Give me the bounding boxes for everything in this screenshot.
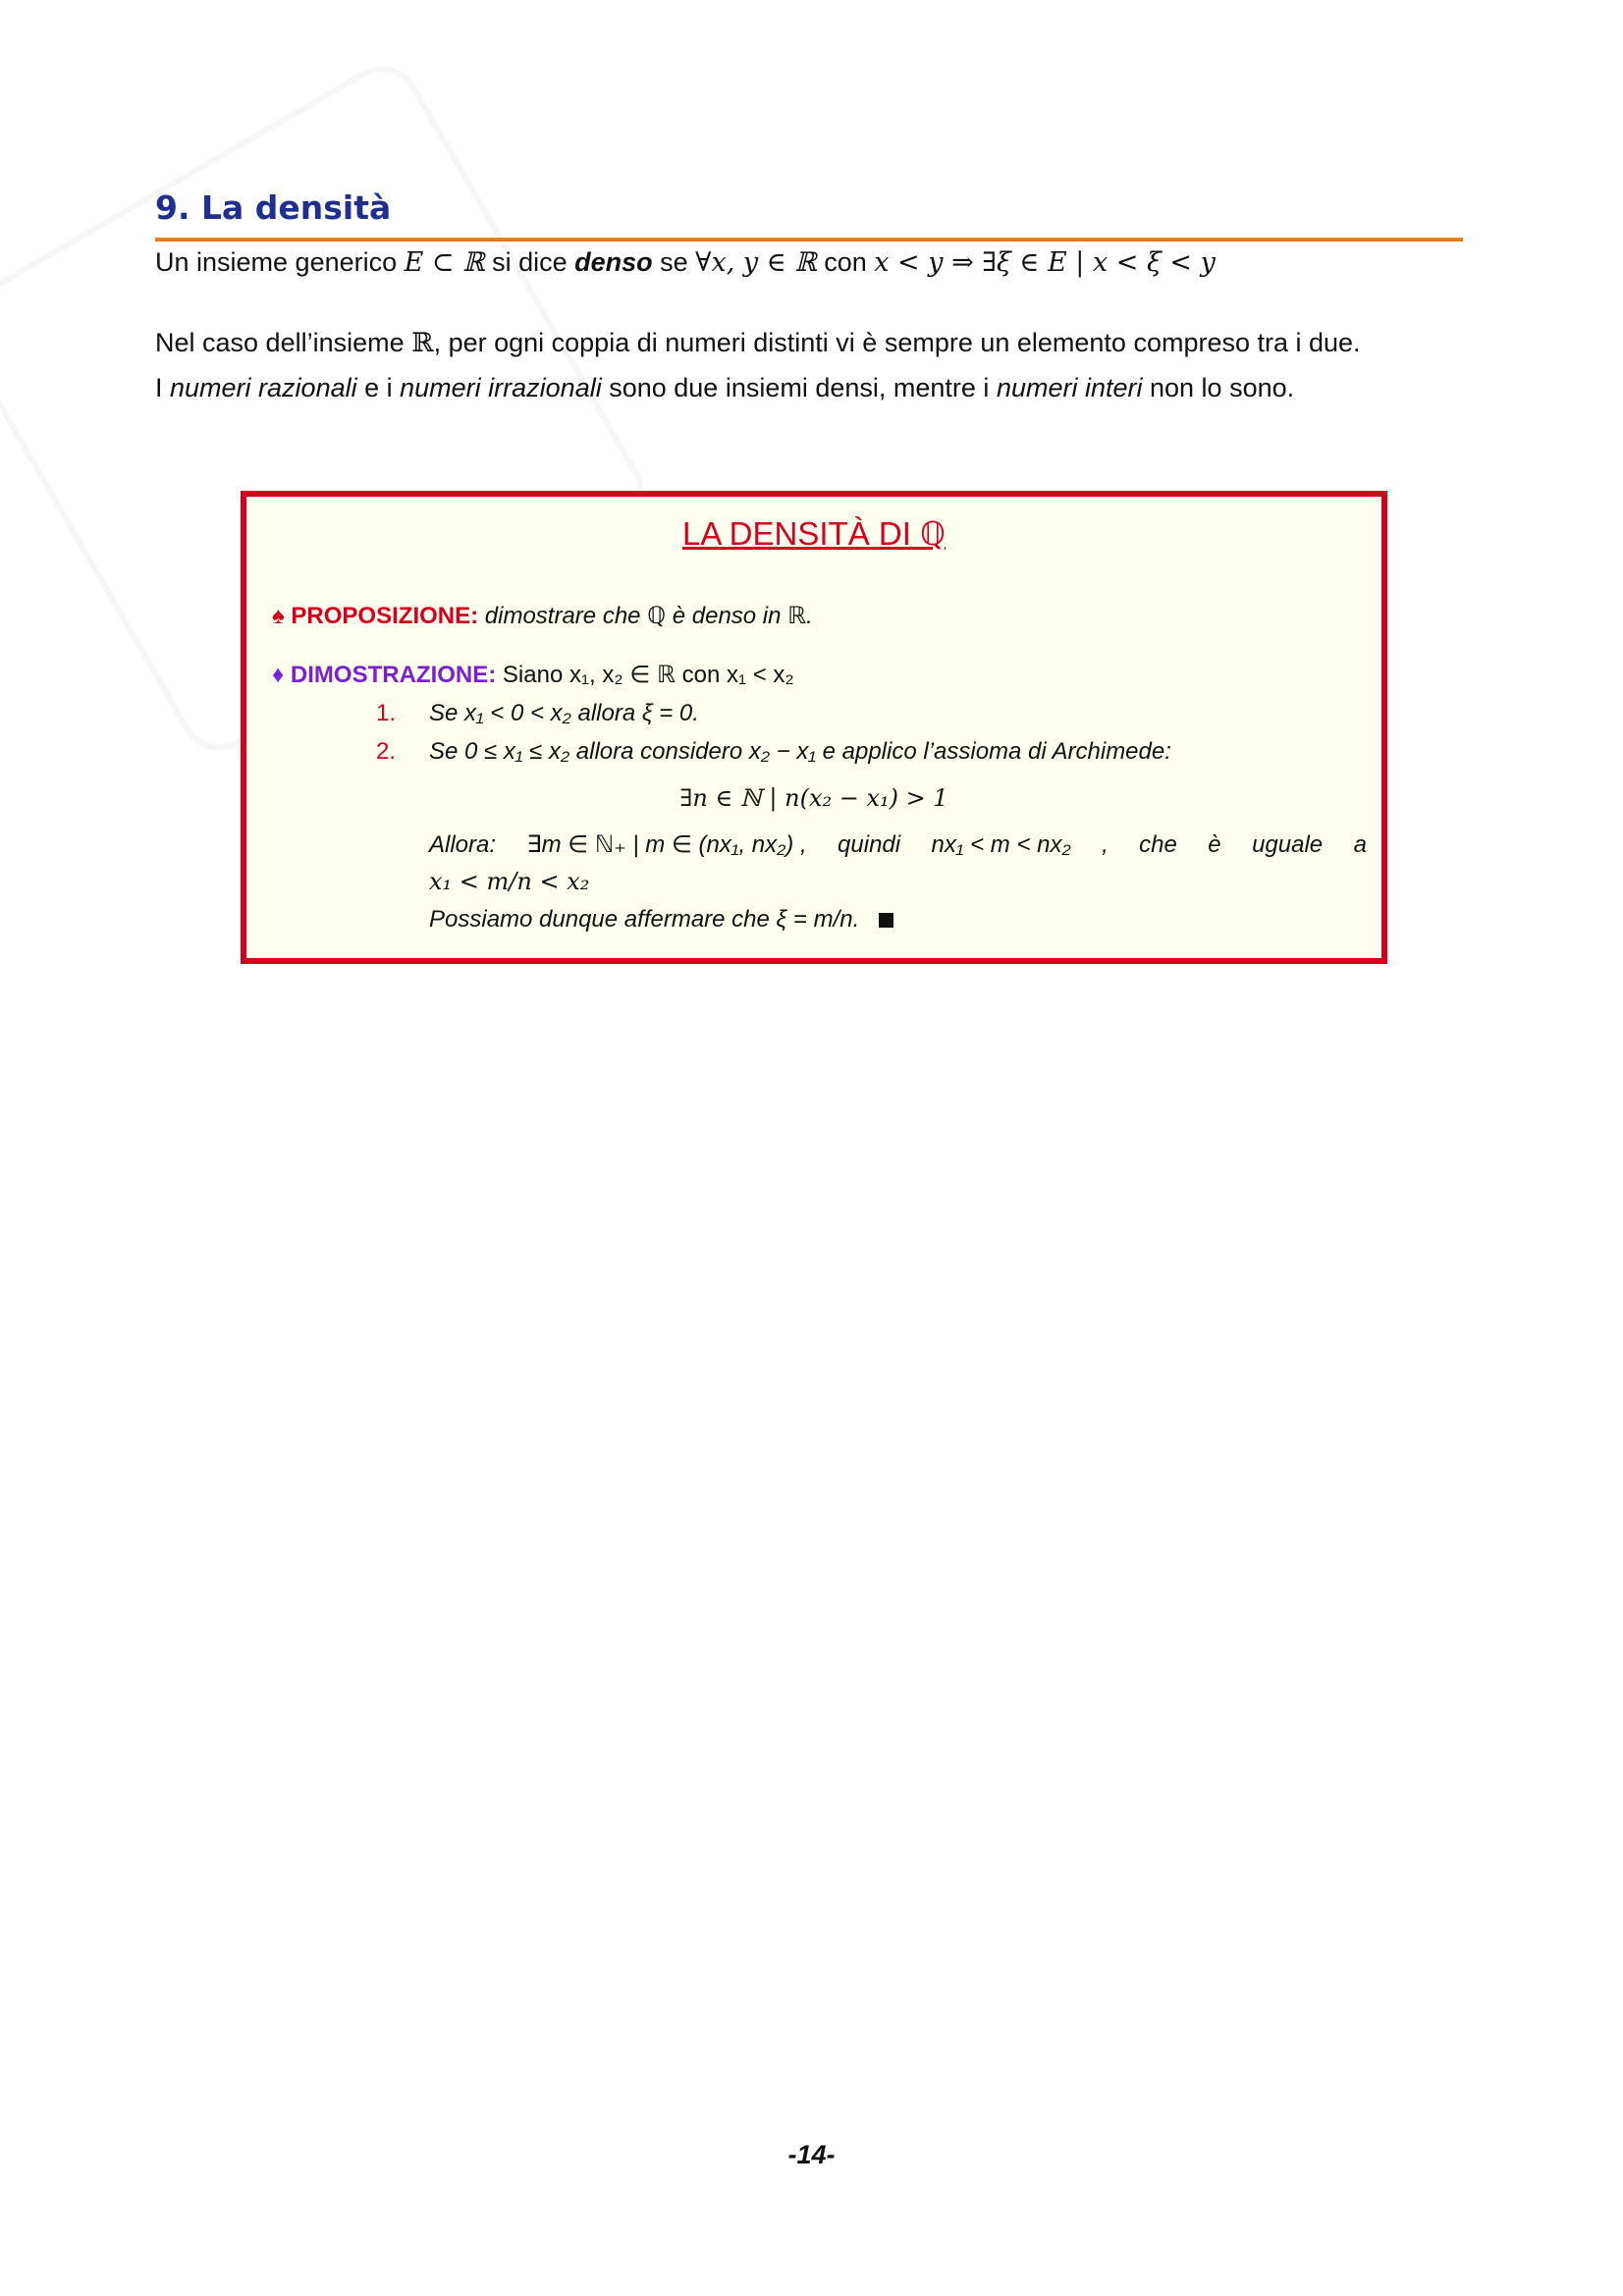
p2-text-2: e i (356, 373, 401, 402)
p2-term-interi: numeri interi (996, 373, 1143, 402)
p2-text-4: non lo sono. (1142, 373, 1295, 402)
proof-step-1 (376, 699, 699, 728)
definition-line (155, 245, 1216, 280)
archimede-formula: ∃n ∈ ℕ | n(x₂ − x₁) > 1 (679, 784, 948, 812)
proposition-text: dimostrare che ℚ è denso in ℝ. (478, 603, 813, 629)
allora-part: ∃m ∈ ℕ₊ | m ∈ (nx₁, nx₂) , (526, 831, 807, 858)
allora-part: Allora: (429, 831, 497, 858)
theorem-box-title: LA DENSITÀ DI ℚ (681, 515, 947, 552)
p2-term-razionali: numeri razionali (170, 373, 357, 402)
def-relation: x < y ⇒ ∃ξ ∈ E | x < ξ < y (874, 247, 1216, 278)
p1-set: ℝ (411, 328, 434, 358)
p1-text-2: , per ogni coppia di numeri distinti vi è sempre un elemento compreso tra i due. (433, 328, 1361, 357)
demonstration-text: Siano x₁, x₂ ∈ ℝ con x₁ < x₂ (496, 662, 794, 688)
title-underline (155, 238, 1463, 241)
demonstration-line (272, 661, 794, 690)
step-1-text: Se x₁ < 0 < x₂ allora ξ = 0. (429, 700, 699, 726)
section-title: 9. La densità (155, 188, 392, 227)
allora-part: uguale (1252, 831, 1324, 858)
def-cond: ∀x, y ∈ ℝ (695, 247, 817, 278)
conclusion-text: Possiamo dunque affermare che ξ = m/n. (429, 906, 860, 933)
allora-line-2: x₁ < m/n < x₂ (429, 868, 590, 895)
paragraph-1 (155, 326, 1361, 360)
def-text-1: Un insieme generico (155, 247, 405, 277)
proof-step-2 (376, 737, 1171, 767)
p2-term-irrazionali: numeri irrazionali (400, 373, 602, 402)
demonstration-label: ♦ DIMOSTRAZIONE: (272, 662, 497, 688)
def-text-4: con (816, 247, 875, 277)
allora-part: nx₁ < m < nx₂ (931, 831, 1071, 858)
page-number: -14- (787, 2140, 836, 2169)
def-term: denso (574, 247, 653, 277)
def-text-3: se (652, 247, 696, 277)
qed-square-icon (879, 913, 893, 928)
allora-part: che (1139, 831, 1177, 858)
p2-text-3: sono due insiemi densi, mentre i (601, 373, 997, 402)
proposition-line (272, 602, 813, 631)
step-1-number: 1. (376, 700, 397, 726)
allora-line (429, 830, 1367, 860)
paragraph-2 (155, 371, 1294, 404)
def-set: E ⊂ ℝ (404, 247, 485, 278)
step-2-number: 2. (376, 738, 397, 765)
allora-part: è (1208, 831, 1221, 858)
conclusion-line (429, 905, 893, 934)
allora-part: a (1353, 831, 1367, 858)
p2-text-1: I (155, 373, 171, 402)
allora-part: , (1102, 831, 1109, 858)
allora-part: quindi (838, 831, 901, 858)
proposition-label: ♠ PROPOSIZIONE: (272, 603, 479, 629)
theorem-box (241, 491, 1387, 964)
def-text-2: si dice (484, 247, 575, 277)
step-2-text: Se 0 ≤ x₁ ≤ x₂ allora considero x₂ − x₁ e applico l’assioma di Archimede: (429, 738, 1171, 765)
p1-text-1: Nel caso dell’insieme (155, 328, 412, 357)
